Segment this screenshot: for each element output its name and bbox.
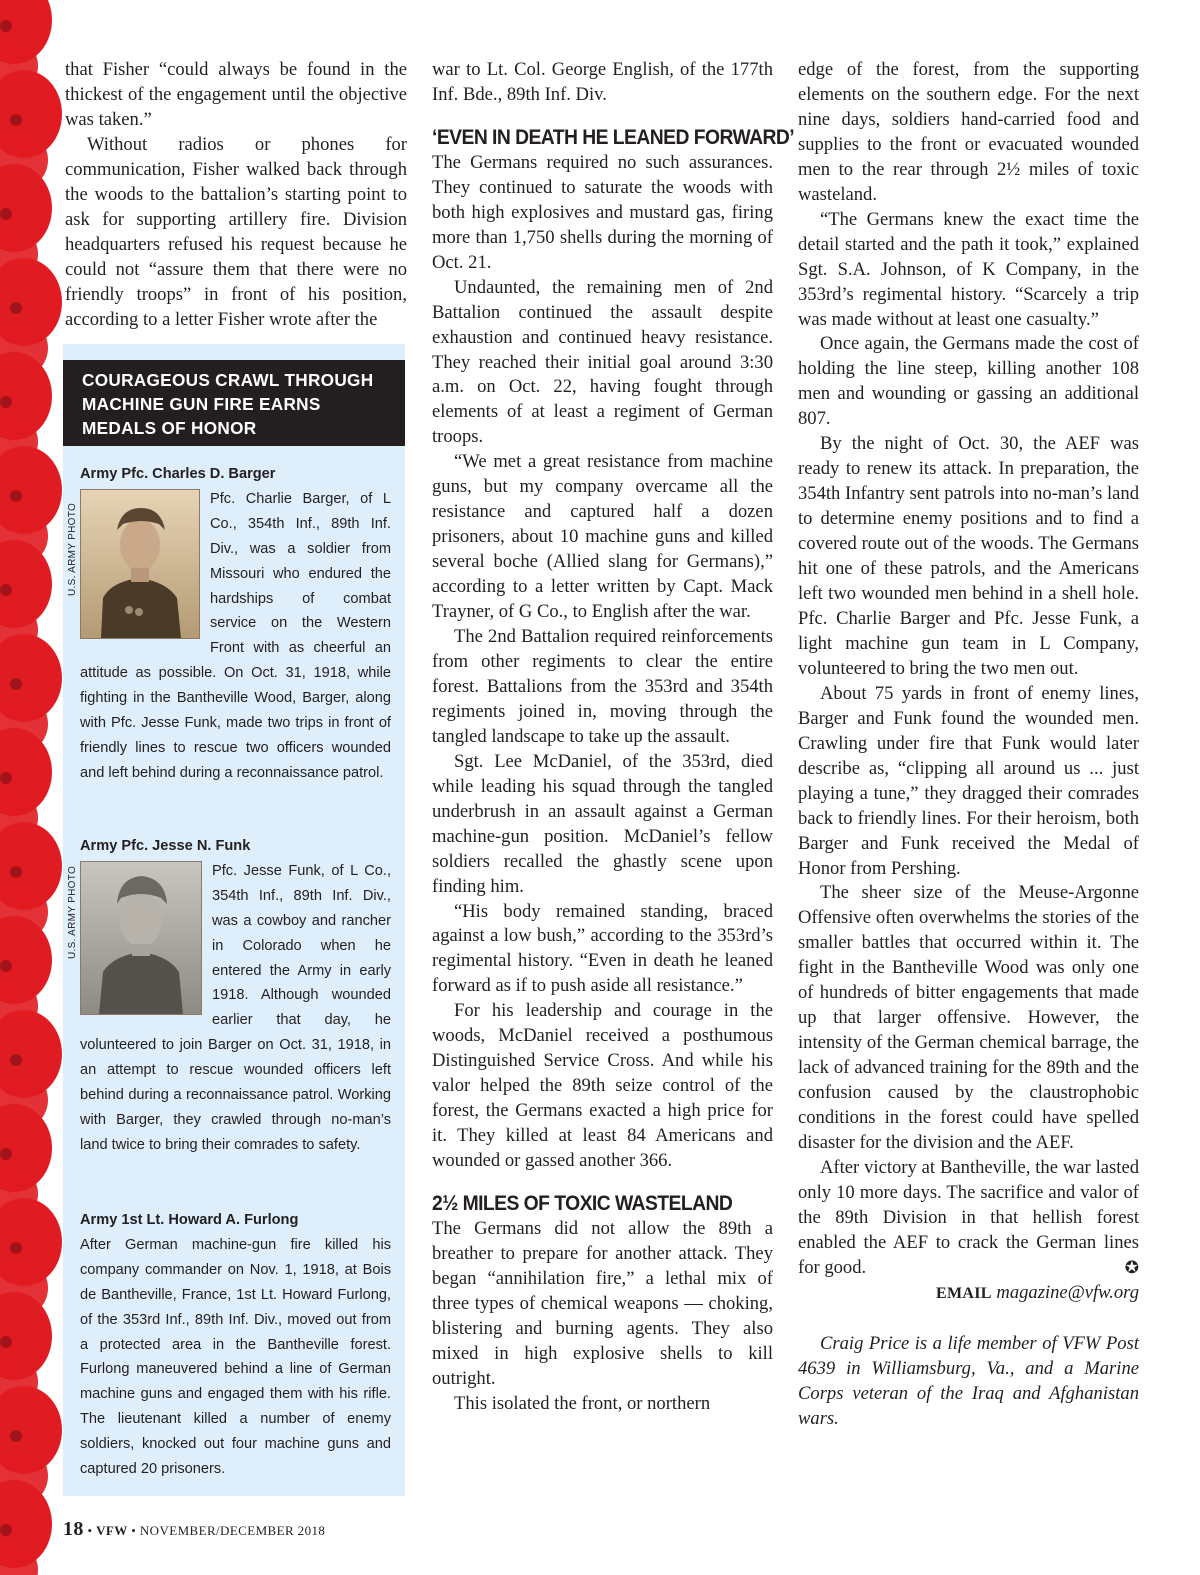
separator: • — [131, 1523, 137, 1538]
paragraph-text: After victory at Bantheville, the war lasted only 10 more days. The sacrifice and valor of the 89th Division in that hellish forest enabled the AEF to crack the German lines for good. — [798, 1156, 1139, 1278]
poppy-center — [10, 114, 22, 126]
paragraph: war to Lt. Col. George English, of the 177th Inf. Bde., 89th Inf. Div. — [432, 59, 773, 105]
article-column-2 — [432, 58, 795, 1417]
furlong-text: After German machine-gun fire killed his company commander on Nov. 1, 1918, at Bois de Bantheville, France, 1st Lt. Howard Furlong, of the 353rd Inf., 89th Inf. Div., moved out from a protected area in the Bantheville forest. Furlong maneuvered behind a line of German machine guns and engaged them with his rifle. The lieutenant killed a number of enemy soldiers, knocked out four machine guns and captured 20 prisoners. — [80, 1236, 391, 1478]
magazine-name: VFW — [96, 1523, 128, 1538]
funk-entry — [80, 834, 391, 1158]
barger-text: Pfc. Charlie Barger, of L Co., 354th Inf., 89th Inf. Div., was a soldier from Missouri who endured the hardships of combat service on the Western Front with as cheerful an attitude as possible. On Oct. 31, 1918, while fighting in the Bantheville Wood, Barger, along with Pfc. Jesse Funk, made two trips in front of friendly lines to rescue two officers wounded and left behind during a reconnaissance patrol. — [80, 490, 391, 781]
email-address[interactable]: magazine@vfw.org — [996, 1281, 1139, 1303]
paragraph: The 2nd Battalion required reinforcements from other regiments to clear the entire forest. Battalions from the 353rd and 354th regiments joined in, moving through the tangled landscape to take up the assault. — [432, 626, 773, 747]
subhead-toxic-wasteland: 2½ MILES OF TOXIC WASTELAND — [432, 1191, 733, 1215]
poppy-center — [0, 20, 12, 32]
funk-name: Army Pfc. Jesse N. Funk — [80, 838, 251, 854]
poppy-center — [0, 1524, 12, 1536]
poppy-center — [10, 866, 22, 878]
paragraph: This isolated the front, or northern — [454, 1392, 711, 1414]
paragraph: By the night of Oct. 30, the AEF was ready to renew its attack. In preparation, the 354th Infantry sent patrols into no-man’s land to determine enemy positions and to find a covered route out of the woods. The Germans hit one of these patrols, and the Americans left two wounded men behind in a shell hole. Pfc. Charlie Barger and Pfc. Jesse Funk, a light machine gun team in L Company, volunteered to bring the two men out. — [798, 433, 1139, 679]
poppy-center — [10, 1430, 22, 1442]
poppy-center — [0, 584, 12, 596]
paragraph: “The Germans knew the exact time the detail started and the path it took,” explained Sgt. S.A. Johnson, of K Company, in the 353rd’s regimental history. “Scarcely a trip was made without at least one casualty.” — [798, 208, 1139, 330]
paragraph: About 75 yards in front of enemy lines, Barger and Funk found the wounded men. Crawling under fire that Funk would later describe as, “clipping all around us ... just playing a tune,” they dragged their comrades back to friendly lines. For their heroism, both Barger and Funk received the Medal of Honor from Pershing. — [798, 682, 1139, 879]
poppy-center — [0, 772, 12, 784]
paragraph: Once again, the Germans made the cost of holding the line steep, killing another 108 men and wounding or gassing an additional 807. — [798, 333, 1139, 430]
poppy-center — [10, 490, 22, 502]
photo-credit: U.S. ARMY PHOTO — [67, 502, 78, 596]
article-column-3 — [798, 58, 1139, 1431]
star-circle-icon: ✪ — [1124, 1257, 1139, 1278]
paragraph: The sheer size of the Meuse-Argonne Offensive often overwhelms the stories of the smaller battles that occurred within it. The fight in the Bantheville Wood was only one of hundreds of bitter engagements that made up that larger offensive. However, the intensity of the German chemical barrage, the lack of advanced training for the 89th and the confusion caused by the claustrophobic conditions in the forest could have spelled disaster for the division and the AEF. — [798, 882, 1139, 1153]
furlong-name: Army 1st Lt. Howard A. Furlong — [80, 1212, 299, 1228]
paragraph: The Germans required no such assurances. They continued to saturate the woods with both high explosives and mustard gas, firing more than 1,750 shells during the morning of Oct. 21. — [432, 151, 773, 273]
paragraph: “We met a great resistance from machine guns, but my company overcame all the resistance and captured half a dozen prisoners, about 10 machine guns and killed several boche (Allied slang for Germans),” according to a letter written by Capt. Mack Trayner, of G Co., to English after the war. — [432, 451, 773, 623]
poppy-center — [10, 678, 22, 690]
page-number: 18 — [63, 1518, 84, 1540]
poppy-center — [0, 960, 12, 972]
poppy-center — [0, 208, 12, 220]
email-label: EMAIL — [936, 1284, 992, 1302]
paragraph: “His body remained standing, braced against a low bush,” according to the 353rd’s regimental history. “Even in death he leaned forward as if to push aside all resistance.” — [432, 900, 773, 997]
subhead-even-in-death: ‘EVEN IN DEATH HE LEANED FORWARD’ — [432, 125, 795, 149]
paragraph: For his leadership and courage in the woods, McDaniel received a posthumous Distinguished Service Cross. And while his valor helped the 89th seize control of the forest, the Germans exacted a high price for it. They killed at least 84 Americans and wounded or gassed another 366. — [432, 1000, 773, 1172]
poppy-center — [10, 1242, 22, 1254]
barger-name: Army Pfc. Charles D. Barger — [80, 466, 276, 482]
separator: • — [87, 1523, 93, 1538]
furlong-entry — [80, 1208, 391, 1482]
paragraph: Undaunted, the remaining men of 2nd Battalion continued the assault despite exhaustion and continued heavy resistance. They reached their initial goal around 3:30 a.m. on Oct. 22, having fought through elements of at least a regiment of German troops. — [432, 276, 773, 448]
sidebar-heading: COURAGEOUS CRAWL THROUGH MACHINE GUN FIRE EARNS MEDALS OF HONOR — [63, 360, 405, 446]
paragraph: that Fisher “could always be found in the thickest of the engagement until the objective was taken.” — [65, 59, 407, 130]
poppy-center — [10, 1054, 22, 1066]
funk-portrait-photo — [80, 861, 202, 1015]
author-bio: Craig Price is a life member of VFW Post 4639 in Williamsburg, Va., and a Marine Corps veteran of the Iraq and Afghanistan wars. — [798, 1332, 1139, 1429]
paragraph: Without radios or phones for communication, Fisher walked back through the woods to the battalion’s starting point to ask for supporting artillery fire. Division headquarters refused his request because he could not “assure them that there were no friendly troops” in front of his position, according to a letter Fisher wrote after the — [65, 133, 407, 330]
funk-text: Pfc. Jesse Funk, of L Co., 354th Inf., 89th Inf. Div., was a cowboy and rancher in Colorado when he entered the Army in early 1918. Although wounded earlier that day, he volunteered to join Barger on Oct. 31, 1918, in an attempt to rescue wounded officers left behind during a reconnaissance patrol. Working with Barger, they crawled through no-man’s land twice to bring their comrades to safety. — [80, 862, 391, 1153]
issue-date: NOVEMBER/DECEMBER 2018 — [139, 1523, 326, 1538]
barger-portrait-photo — [80, 489, 200, 639]
email-line — [798, 1281, 1139, 1307]
poppy-center — [0, 396, 12, 408]
paragraph — [798, 1156, 1139, 1281]
poppy-center — [0, 1148, 12, 1160]
barger-entry — [80, 462, 391, 786]
poppy-border-decoration — [0, 0, 70, 1575]
paragraph: Sgt. Lee McDaniel, of the 353rd, died while leading his squad through the tangled underbrush in an assault against a German machine-gun position. McDaniel’s fellow soldiers recalled the ghastly scene upon finding him. — [432, 750, 773, 897]
poppy-center — [0, 1336, 12, 1348]
article-column-1 — [65, 58, 407, 332]
page-footer — [63, 1518, 325, 1541]
poppy-center — [10, 302, 22, 314]
medals-of-honor-sidebar — [63, 344, 405, 1496]
paragraph: edge of the forest, from the supporting elements on the southern edge. For the next nine days, soldiers hand-carried food and supplies to the front or evacuated wounded men to the rear through 2½ miles of toxic wasteland. — [798, 59, 1139, 205]
paragraph: The Germans did not allow the 89th a breather to prepare for another attack. They began “annihilation fire,” a lethal mix of three types of chemical weapons — choking, blistering and burning agents. They also mixed in high explosive shells to kill outright. — [432, 1217, 773, 1389]
photo-credit: U.S. ARMY PHOTO — [67, 865, 78, 959]
